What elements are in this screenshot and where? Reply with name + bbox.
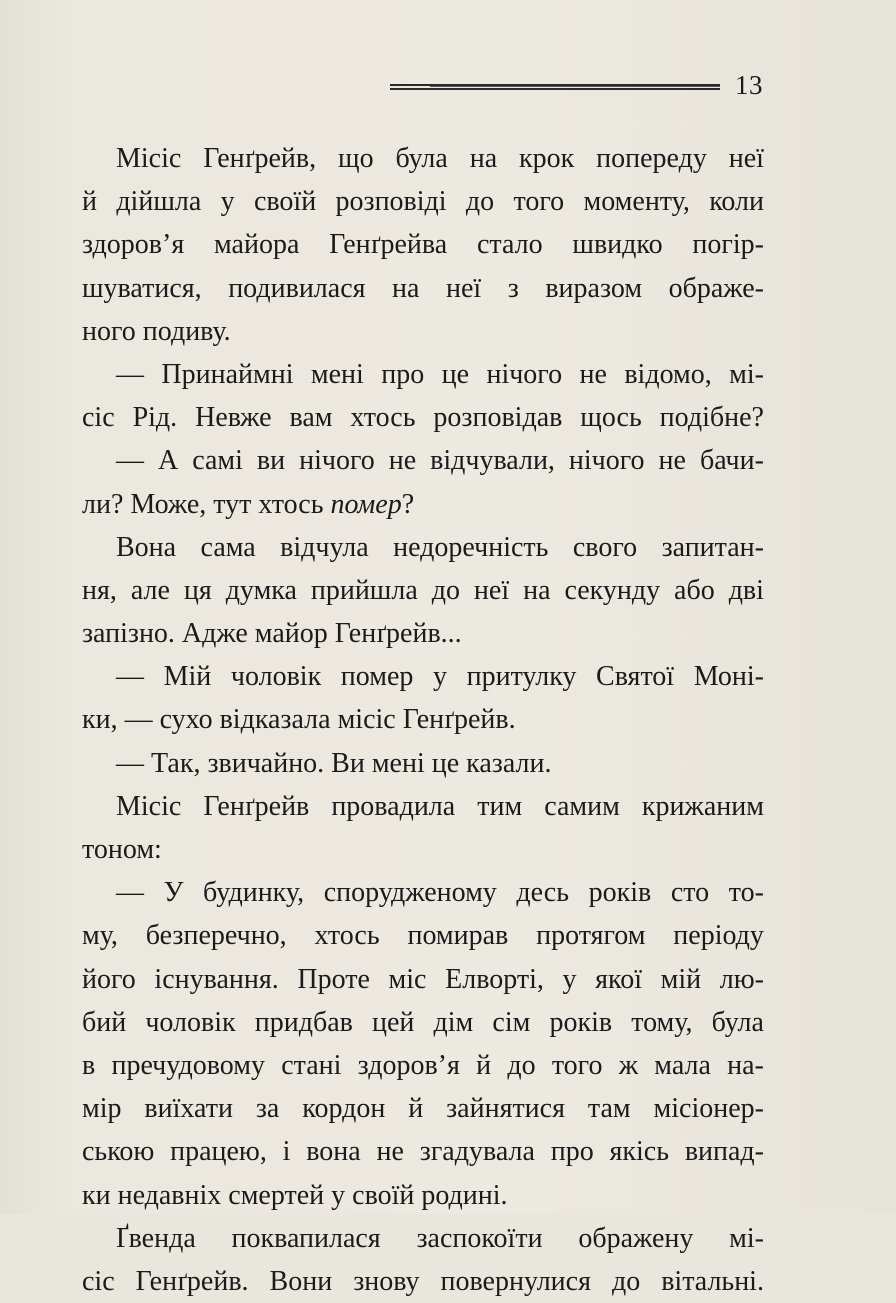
word: кордон [302,1093,386,1125]
word: але [130,574,170,606]
text-line [82,958,764,1001]
word: на [392,272,420,304]
word: десь [516,877,569,909]
word: майора [214,229,300,261]
word: років [588,877,652,909]
word: стані [281,1049,342,1081]
word: будинку, [203,877,305,909]
word: до [465,186,495,218]
word: самі [192,445,243,477]
word: знову [353,1265,420,1297]
word: повернулися [440,1265,591,1297]
word: до [611,1265,641,1297]
text-line [82,871,764,914]
text-line [82,137,764,180]
word: ця [183,574,212,606]
word: нічого [486,358,563,390]
word: періоду [673,920,764,952]
text-line [82,914,764,957]
word: безперечно, [145,920,287,952]
word: секунду [564,574,661,606]
word: цей [372,1006,415,1038]
word: Моні- [693,661,764,693]
word: або [674,574,715,606]
word: розповіді [335,186,447,218]
word: бий [82,1006,127,1038]
word: на- [727,1049,764,1081]
word: за [255,1093,280,1125]
word: спорудженому [323,877,497,909]
word: у [562,963,577,995]
text-line [82,1217,764,1260]
page-number: 13 [735,70,763,100]
text-line [82,1130,764,1173]
word: зайнятися [446,1093,565,1125]
word: й [476,1049,492,1081]
word: — [116,877,144,909]
word: тому, [631,1006,693,1038]
word: й [82,186,97,218]
word: Святої [596,661,675,693]
word: коли [709,186,764,218]
punctuation: ? [401,488,415,520]
word: на [469,143,498,174]
text-line: ки недавніх смертей у своїй родині. [82,1179,508,1211]
word: пречудовому [111,1049,265,1081]
word: міс [388,963,427,995]
word: Принаймні [161,358,294,390]
word: в [82,1049,96,1081]
word: вона [306,1136,361,1168]
word: на [523,574,551,606]
word: у [433,661,448,693]
word: Ґвенда [116,1222,196,1254]
word: до [507,1049,536,1081]
word: якої [595,963,643,995]
word: до [431,574,460,606]
word: ображе- [668,272,764,304]
word: погір- [692,229,764,261]
word: відчула [280,531,369,563]
word: там [587,1093,631,1125]
text-line: тоном: [82,834,162,865]
text-line [82,655,764,698]
text-line: — Так, звичайно. Ви мені це казали. [116,747,552,779]
word: помирав [407,920,509,952]
word: поквапилася [231,1222,381,1254]
word: ня, [82,574,117,606]
word: була [711,1006,764,1038]
word: Генґрейв [203,790,310,822]
word: Вона [116,531,177,563]
text-line: ного подиву. [82,315,231,347]
word: сім [492,1006,531,1038]
word: швидко [572,229,663,261]
word: працею, [170,1136,267,1168]
word: дійшла [116,186,202,218]
word: шуватися, [82,272,202,304]
word: дві [728,574,764,606]
word: попереду [596,143,707,174]
word: це [441,358,470,390]
word: того [513,186,565,218]
word: Генґрейв. [135,1265,249,1297]
word: — [116,661,144,693]
word: відомо, [624,358,712,390]
word: нічого [568,445,645,477]
word: своїй [253,186,317,218]
text-line [82,785,764,828]
word: випад- [684,1136,764,1168]
word: що [338,143,374,174]
word: ви [256,445,286,477]
text-line: ки, — сухо відказала місіс Генґрейв. [82,704,516,736]
word: прийшла [310,574,418,606]
word: неї [473,574,510,606]
word: бачи- [699,445,764,477]
word: мала [654,1049,711,1081]
word: то- [728,877,764,909]
page-header [390,72,770,108]
word: притулку [466,661,577,693]
text-line [82,1044,764,1087]
word: Мій [163,661,212,693]
word: моменту, [583,186,690,218]
word: його [82,963,136,995]
word: згадувала [419,1136,535,1168]
word: того [551,1049,603,1081]
word: ською [82,1136,155,1168]
word: про [550,1136,594,1168]
word: Рід. [132,402,178,434]
word: тим [477,790,523,822]
word: виразом [545,272,643,304]
word: нічого [299,445,375,477]
word: подивилася [228,272,366,304]
word: провадила [331,790,456,822]
text-line [82,267,764,310]
word: не [376,1136,404,1168]
word: запитан- [661,531,764,563]
text-line: запізно. Адже майор Генґрейв... [82,618,462,650]
text-segment: ли? Може, тут хтось [82,488,324,520]
word: Генґрейва [329,229,448,261]
text-line [82,439,764,482]
word: не [388,445,417,477]
word: дім [433,1006,474,1038]
text-line [82,223,764,266]
word: сіс [82,1265,115,1297]
word: чоловік [230,661,322,693]
word: му, [82,920,118,952]
word: про [381,358,425,390]
text-line [82,1087,764,1130]
word: сто [670,877,710,909]
word: відчували, [430,445,555,477]
word: — [116,445,144,477]
word: мі- [729,358,764,390]
word: вам [289,402,333,434]
text-line [82,569,764,612]
text-line-with-italic [82,483,764,526]
italic-word: помер [330,488,402,520]
word: якісь [609,1136,669,1168]
word: протягом [536,920,646,952]
word: неї [728,143,764,174]
word: Місіс [116,790,182,822]
word: не [579,358,607,390]
word: розповідав [433,402,563,434]
word: Вони [269,1265,333,1297]
word: існування. [154,963,279,995]
word: недоречність [393,531,549,563]
word: мені [310,358,364,390]
word: мір [82,1093,122,1125]
word: самим [544,790,620,822]
word: А [157,445,179,477]
word: місіонер- [653,1093,764,1125]
word: подібне? [659,402,764,434]
word: хтось [350,402,416,434]
word: — [116,358,144,390]
word: здоров’я [357,1049,460,1081]
text-line [82,180,764,223]
word: років [549,1006,613,1038]
word: хтось [314,920,380,952]
word: і [282,1136,291,1168]
word: чоловік [145,1006,236,1038]
header-rule [390,84,720,90]
text-line [82,353,764,396]
word: придбав [254,1006,353,1038]
word: не [658,445,686,477]
word: мі- [729,1222,764,1254]
word: помер [340,661,414,693]
word: заспокоїти [416,1222,543,1254]
word: крок [519,143,575,174]
text-line [82,1260,764,1303]
word: Невже [195,402,272,434]
word: здоров’я [82,229,185,261]
word: вітальні. [661,1265,764,1297]
word: щось [580,402,642,434]
word: з [507,272,519,304]
text-line [82,1001,764,1044]
word: й [408,1093,424,1125]
word: сама [200,531,256,563]
word: Місіс [116,143,182,174]
word: Елворті, [445,963,544,995]
word: Генґрейв, [203,143,317,174]
word: У [163,877,184,909]
word: виїхати [144,1093,233,1125]
text-line [82,396,764,439]
body-text [82,137,764,1303]
word: крижаним [641,790,764,822]
word: Проте [297,963,370,995]
word: ображену [578,1222,694,1254]
word: стало [476,229,543,261]
text-line [82,526,764,569]
word: була [395,143,448,174]
word: сіс [82,402,115,434]
word: свого [572,531,638,563]
word: ж [618,1049,639,1081]
word: думка [225,574,297,606]
word: мій [660,963,702,995]
word: лю- [719,963,764,995]
word: неї [446,272,482,304]
word: у [220,186,235,218]
